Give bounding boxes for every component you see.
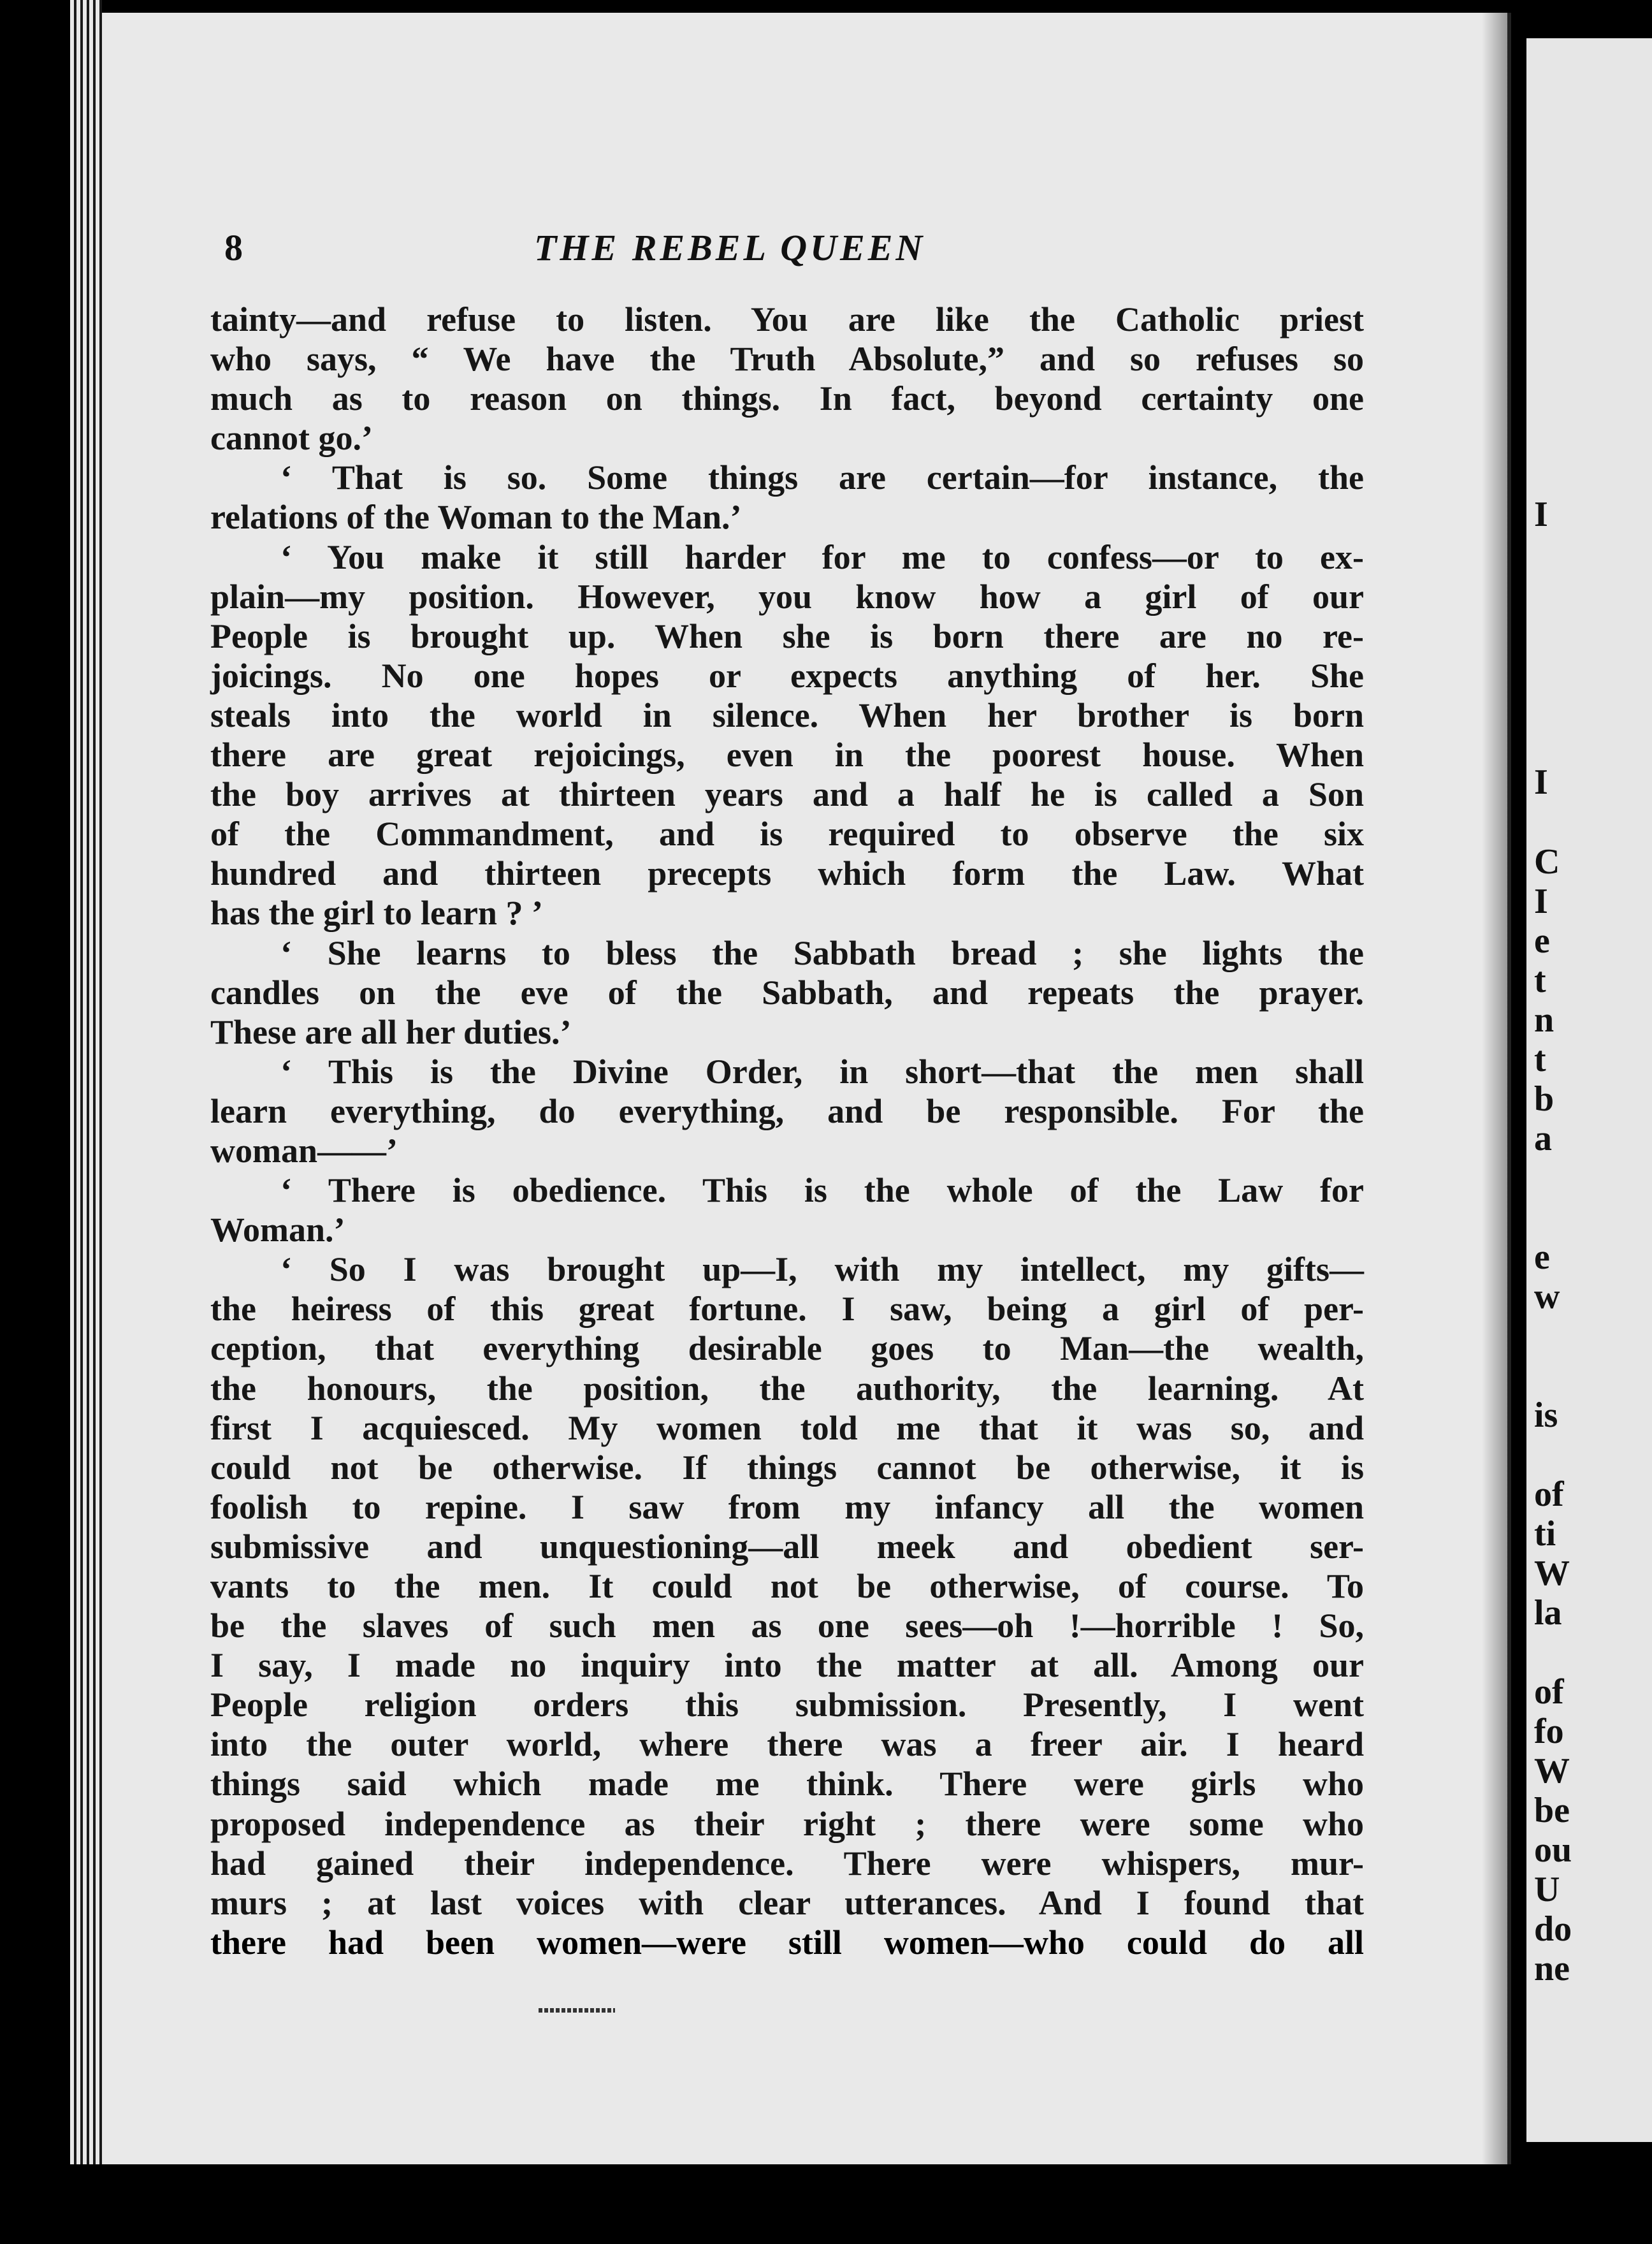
adjacent-page-fragment: U [1534, 1870, 1560, 1909]
adjacent-page-fragment: b [1534, 1079, 1554, 1119]
page-gutter-shadow [1482, 13, 1507, 2164]
adjacent-page-fragment: of [1534, 1475, 1564, 1514]
text-line: ception, that everything desirable goes to Man—the wealth, [210, 1329, 1364, 1368]
text-line: vants to the men. It could not be otherwise, of course. To [210, 1567, 1364, 1605]
text-line: has the girl to learn ? ’ [210, 894, 543, 933]
adjacent-page-fragment: is [1534, 1395, 1558, 1435]
body-text [210, 300, 1364, 1962]
page-header [0, 226, 1652, 277]
adjacent-page-fragment: t [1534, 1040, 1546, 1079]
text-line: be the slaves of such men as one sees—oh !—horrible ! So, [210, 1606, 1364, 1645]
adjacent-page-fragment: n [1534, 1000, 1554, 1040]
adjacent-page-fragment: ne [1534, 1949, 1570, 1988]
text-line: the honours, the position, the authority, the learning. At [210, 1369, 1364, 1408]
text-line: tainty—and refuse to listen. You are like the Catholic priest [210, 300, 1364, 339]
text-line: who says, “ We have the Truth Absolute,” and so refuses so [210, 340, 1364, 379]
adjacent-page-fragment: W [1534, 1554, 1570, 1593]
text-line: ‘ There is obedience. This is the whole of the Law for [280, 1171, 1364, 1210]
text-line: ‘ She learns to bless the Sabbath bread ; she lights the [280, 933, 1364, 972]
text-line: murs ; at last voices with clear utterances. And I found that [210, 1883, 1364, 1922]
adjacent-page-fragment: I [1534, 882, 1548, 921]
text-line: had gained their independence. There were whispers, mur- [210, 1844, 1364, 1883]
text-line: People is brought up. When she is born there are no re- [210, 616, 1364, 655]
text-line: the heiress of this great fortune. I saw, being a girl of per- [210, 1290, 1364, 1329]
adjacent-page-fragment: e [1534, 1237, 1550, 1277]
adjacent-page-fragment: a [1534, 1119, 1552, 1158]
adjacent-page-fragment: e [1534, 921, 1550, 961]
printer-mark [539, 2008, 615, 2013]
text-line: the boy arrives at thirteen years and a half he is called a Son [210, 775, 1364, 814]
text-line: joicings. No one hopes or expects anything of her. She [210, 656, 1364, 695]
text-line: plain—my position. However, you know how a girl of our [210, 577, 1364, 616]
text-line: relations of the Woman to the Man.’ [210, 498, 742, 537]
text-line: into the outer world, where there was a freer air. I heard [210, 1725, 1364, 1764]
adjacent-page-fragment: I [1534, 762, 1548, 802]
text-line: ‘ So I was brought up—I, with my intellect, my gifts— [280, 1250, 1364, 1289]
text-line: much as to reason on things. In fact, beyond certainty one [210, 379, 1364, 418]
adjacent-page-edge [1526, 38, 1652, 2142]
page-number: 8 [224, 227, 243, 268]
text-line: foolish to repine. I saw from my infancy all the women [210, 1487, 1364, 1526]
adjacent-page-fragment: C [1534, 842, 1560, 882]
adjacent-page-fragment: be [1534, 1791, 1570, 1830]
adjacent-page-fragment: la [1534, 1593, 1562, 1633]
text-line: of the Commandment, and is required to observe the six [210, 815, 1364, 854]
adjacent-page-fragment: ti [1534, 1514, 1556, 1554]
adjacent-page-fragment: t [1534, 961, 1546, 1000]
adjacent-page-fragment: ou [1534, 1830, 1572, 1870]
book-binding-edge [70, 0, 102, 2164]
text-line: ‘ This is the Divine Order, in short—that the men shall [280, 1052, 1364, 1091]
adjacent-page-fragment: of [1534, 1672, 1564, 1712]
text-line: submissive and unquestioning—all meek and obedient ser- [210, 1527, 1364, 1566]
adjacent-page-fragment: I [1534, 495, 1548, 534]
adjacent-page-fragment: w [1534, 1277, 1560, 1316]
text-line: could not be otherwise. If things cannot be otherwise, it is [210, 1448, 1364, 1487]
text-line: learn everything, do everything, and be responsible. For the [210, 1091, 1364, 1130]
text-line: there are great rejoicings, even in the poorest house. When [210, 736, 1364, 775]
text-line: woman——’ [210, 1131, 398, 1170]
text-line: ‘ You make it still harder for me to confess—or to ex- [280, 537, 1364, 576]
text-line: proposed independence as their right ; there were some who [210, 1804, 1364, 1843]
text-line: Woman.’ [210, 1211, 345, 1250]
text-line: People religion orders this submission. Presently, I went [210, 1686, 1364, 1724]
adjacent-page-fragment: W [1534, 1751, 1570, 1791]
text-line: These are all her duties.’ [210, 1012, 572, 1051]
running-title: THE REBEL QUEEN [534, 227, 926, 268]
text-line: candles on the eve of the Sabbath, and repeats the prayer. [210, 973, 1364, 1012]
text-line: cannot go.’ [210, 419, 373, 458]
text-line: hundred and thirteen precepts which form the Law. What [210, 854, 1364, 893]
adjacent-page-fragment: fo [1534, 1712, 1564, 1751]
text-line: there had been women—were still women—who could do all [210, 1923, 1364, 1962]
adjacent-page-fragment: do [1534, 1909, 1572, 1949]
text-line: things said which made me think. There were girls who [210, 1765, 1364, 1803]
text-line: ‘ That is so. Some things are certain—for instance, the [280, 458, 1364, 497]
text-line: I say, I made no inquiry into the matter at all. Among our [210, 1646, 1364, 1685]
text-line: steals into the world in silence. When her brother is born [210, 696, 1364, 734]
text-line: first I acquiesced. My women told me that it was so, and [210, 1408, 1364, 1447]
